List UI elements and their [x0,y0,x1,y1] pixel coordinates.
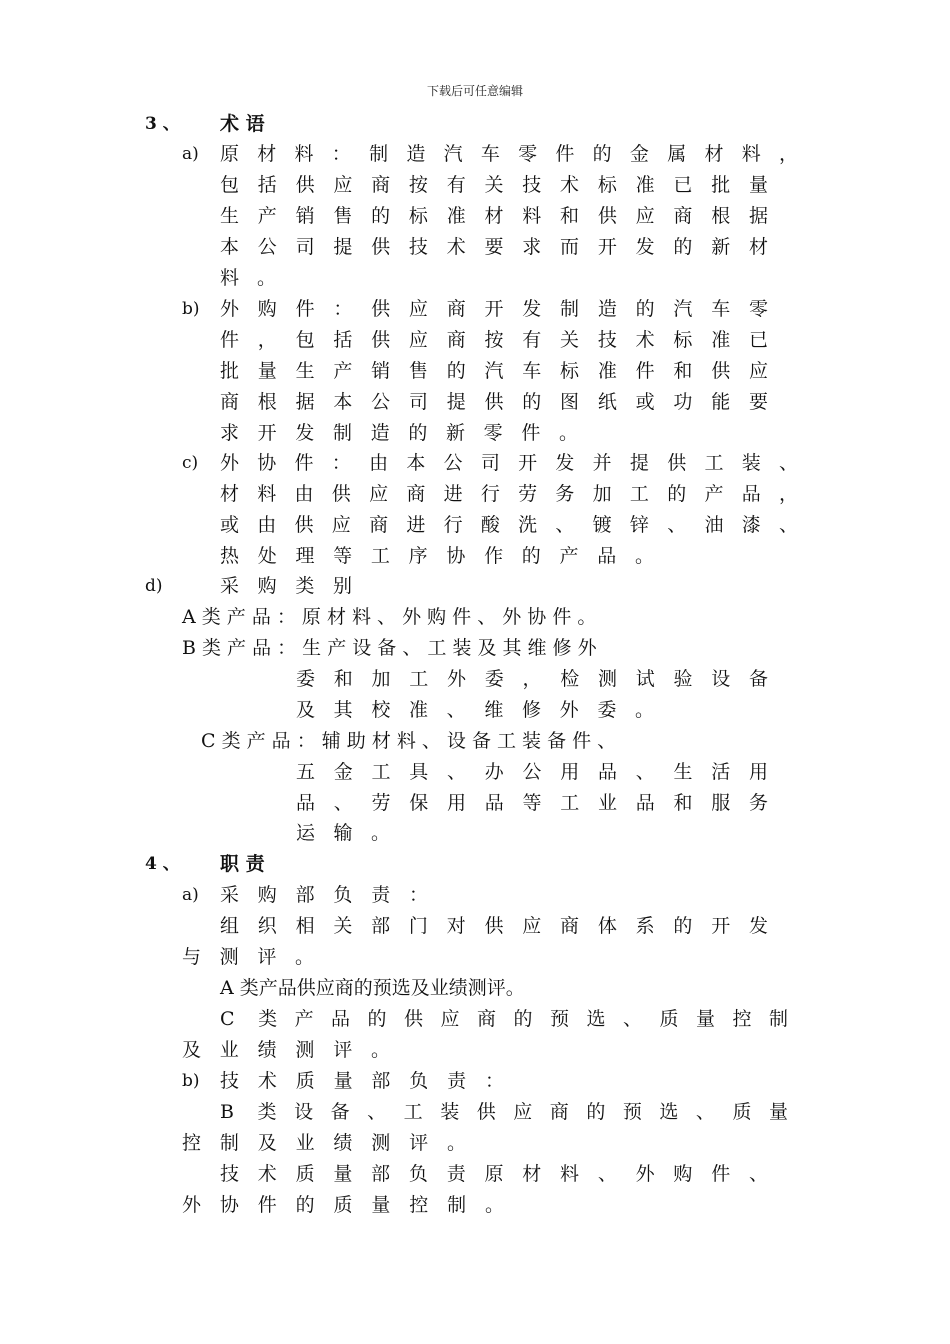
duty-b-line: 控制及业绩测评。 [182,1132,466,1154]
duty-b-marker: b) [182,1071,200,1091]
item-b-line: 批量生产销售的汽车标准件和供应 [220,360,768,382]
item-c-line: 材料由供应商进行劳务加工的产品， [220,483,798,505]
item-c-marker: c) [182,453,199,473]
section-3-number: 3 、 [145,114,180,134]
class-b-line: 及其校准、维修外委。 [296,699,654,721]
item-a-line: 本公司提供技术要求而开发的新材 [220,236,768,258]
item-d-marker: d) [145,576,163,596]
duty-b-line: 技术质量部负责原材料、外购件、 [220,1163,768,1185]
item-c-line: 外协件：由本公司开发并提供工装、 [220,452,798,474]
page-header: 下载后可任意编辑 [426,84,523,98]
item-b-line: 求开发制造的新零件。 [220,422,578,444]
item-b-line: 件，包括供应商按有关技术标准已 [220,329,768,351]
class-c-line: C 类 产 品 ： 辅 助 材 料 、 设 备 工 装 备 件 、 [201,730,617,752]
duty-a-line: 采购部负责： [220,884,428,906]
duty-a-line: A 类产品供应商的预选及业绩测评。 [220,977,525,999]
duty-a-line: 与测评。 [182,946,314,968]
class-b-line: B 类 产 品 ： 生 产 设 备 、 工 装 及 其 维 修 外 [182,637,597,659]
class-a-line: A 类 产 品 ： 原 材 料 、 外 购 件 、 外 协 件 。 [182,606,597,628]
duty-a-marker: a) [182,885,199,905]
duty-a-line: 及业绩测评。 [182,1039,390,1061]
duty-b-line: B 类设备、工装供应商的预选、质量 [220,1101,788,1123]
duty-a-line: C 类产品的供应商的预选、质量控制 [220,1008,788,1030]
item-b-line: 外购件：供应商开发制造的汽车零 [220,298,768,320]
item-b-line: 商根据本公司提供的图纸或功能要 [220,391,768,413]
duty-a-line: 组织相关部门对供应商体系的开发 [220,915,768,937]
item-a-line: 料。 [220,267,276,289]
duty-b-line: 外协件的质量控制。 [182,1194,504,1216]
item-a-marker: a) [182,144,199,164]
class-b-line: 委和加工外委，检测试验设备 [296,668,768,690]
item-a-line: 包括供应商按有关技术标准已批量 [220,174,768,196]
item-a-line: 生产销售的标准材料和供应商根据 [220,205,768,227]
item-a-line: 原材料：制造汽车零件的金属材料， [220,143,798,165]
class-c-line: 五金工具、办公用品、生活用 [296,761,768,783]
class-c-line: 运输。 [296,822,390,844]
section-4-number: 4 、 [145,854,180,874]
duty-b-line: 技术质量部负责： [220,1070,504,1092]
item-b-marker: b) [182,299,200,319]
item-c-line: 热处理等工序协作的产品。 [220,545,654,567]
item-c-line: 或由供应商进行酸洗、镀锌、油漆、 [220,514,798,536]
item-d-title: 采购类别 [220,575,352,597]
section-4-title: 职 责 [220,853,265,875]
class-c-line: 品、劳保用品等工业品和服务 [296,792,768,814]
section-3-title: 术 语 [220,113,265,135]
